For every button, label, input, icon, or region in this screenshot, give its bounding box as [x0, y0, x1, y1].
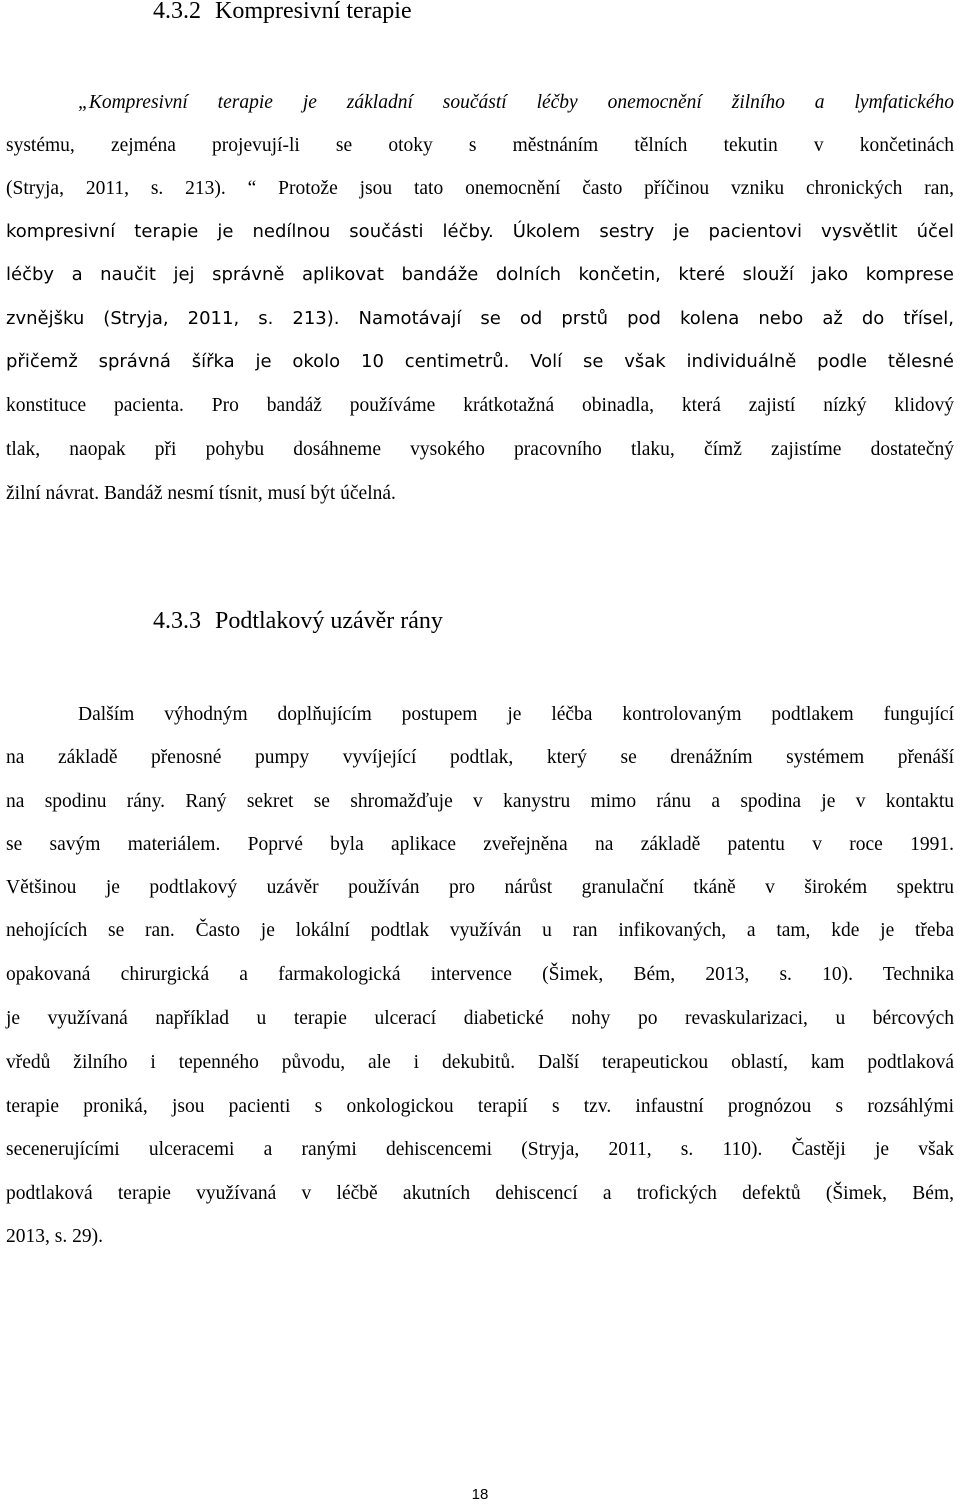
text-line: Dalším výhodným doplňujícím postupem je léčba kontrolovaným podtlakem fungující [78, 704, 954, 725]
section-heading-kompresivni-terapie [153, 0, 412, 25]
text-line: secenerujícími ulceracemi a ranými dehiscencemi (Stryja, 2011, s. 110). Častěji je však [6, 1139, 954, 1160]
text-line: opakovaná chirurgická a farmakologická intervence (Šimek, Bém, 2013, s. 10). Technika [6, 964, 954, 985]
text-line: 2013, s. 29). [6, 1226, 103, 1247]
text-line: nehojících se ran. Často je lokální podtlak využíván u ran infikovaných, a tam, kde je třeba [6, 920, 954, 941]
text-line: žilní návrat. Bandáž nesmí tísnit, musí být účelná. [6, 483, 396, 504]
text-line: vředů žilního i tepenného původu, ale i dekubitů. Další terapeutickou oblastí, kam podtlaková [6, 1052, 954, 1073]
text-line: podtlaková terapie využívaná v léčbě akutních dehiscencí a trofických defektů (Šimek, Bém, [6, 1183, 954, 1204]
text-line: na základě přenosné pumpy vyvíjející podtlak, který se drenážním systémem přenáší [6, 747, 954, 768]
text-line: přičemž správná šířka je okolo 10 centimetrů. Volí se však individuálně podle tělesné [6, 351, 954, 372]
text-line: zvnějšku (Stryja, 2011, s. 213). Namotávají se od prstů pod kolena nebo až do třísel, [6, 308, 954, 329]
section-number: 4.3.3 [153, 608, 201, 634]
section-heading-podtlakovy-uzaver [153, 608, 443, 635]
page-number: 18 [471, 1486, 489, 1503]
text-line: léčby a naučit jej správně aplikovat bandáže dolních končetin, které slouží jako komprese [6, 264, 954, 285]
text-line: systému, zejména projevují-li se otoky s městnáním tělních tekutin v končetinách [6, 135, 954, 156]
text-line: (Stryja, 2011, s. 213). “ Protože jsou tato onemocnění často příčinou vzniku chronických ran, [6, 178, 954, 199]
section-title: Kompresivní terapie [215, 0, 412, 24]
text-line: na spodinu rány. Raný sekret se shromažďuje v kanystru mimo ránu a spodina je v kontaktu [6, 791, 954, 812]
text-line: kompresivní terapie je nedílnou součásti léčby. Úkolem sestry je pacientovi vysvětlit účel [6, 221, 954, 242]
text-line: se savým materiálem. Poprvé byla aplikace zveřejněna na základě patentu v roce 1991. [6, 834, 954, 855]
text-line: „Kompresivní terapie je základní součástí léčby onemocnění žilního a lymfatického [78, 92, 954, 113]
text-line: terapie proniká, jsou pacienti s onkologickou terapií s tzv. infaustní prognózou s rozsáhlými [6, 1096, 954, 1117]
section-number: 4.3.2 [153, 0, 201, 24]
text-line: konstituce pacienta. Pro bandáž používáme krátkotažná obinadla, která zajistí nízký klidový [6, 395, 954, 416]
text-line: tlak, naopak při pohybu dosáhneme vysokého pracovního tlaku, čímž zajistíme dostatečný [6, 439, 954, 460]
text-line: Většinou je podtlakový uzávěr používán pro nárůst granulační tkáně v širokém spektru [6, 877, 954, 898]
text-line: je využívaná například u terapie ulcerací diabetické nohy po revaskularizaci, u bércových [6, 1008, 954, 1029]
section-title: Podtlakový uzávěr rány [215, 608, 443, 634]
